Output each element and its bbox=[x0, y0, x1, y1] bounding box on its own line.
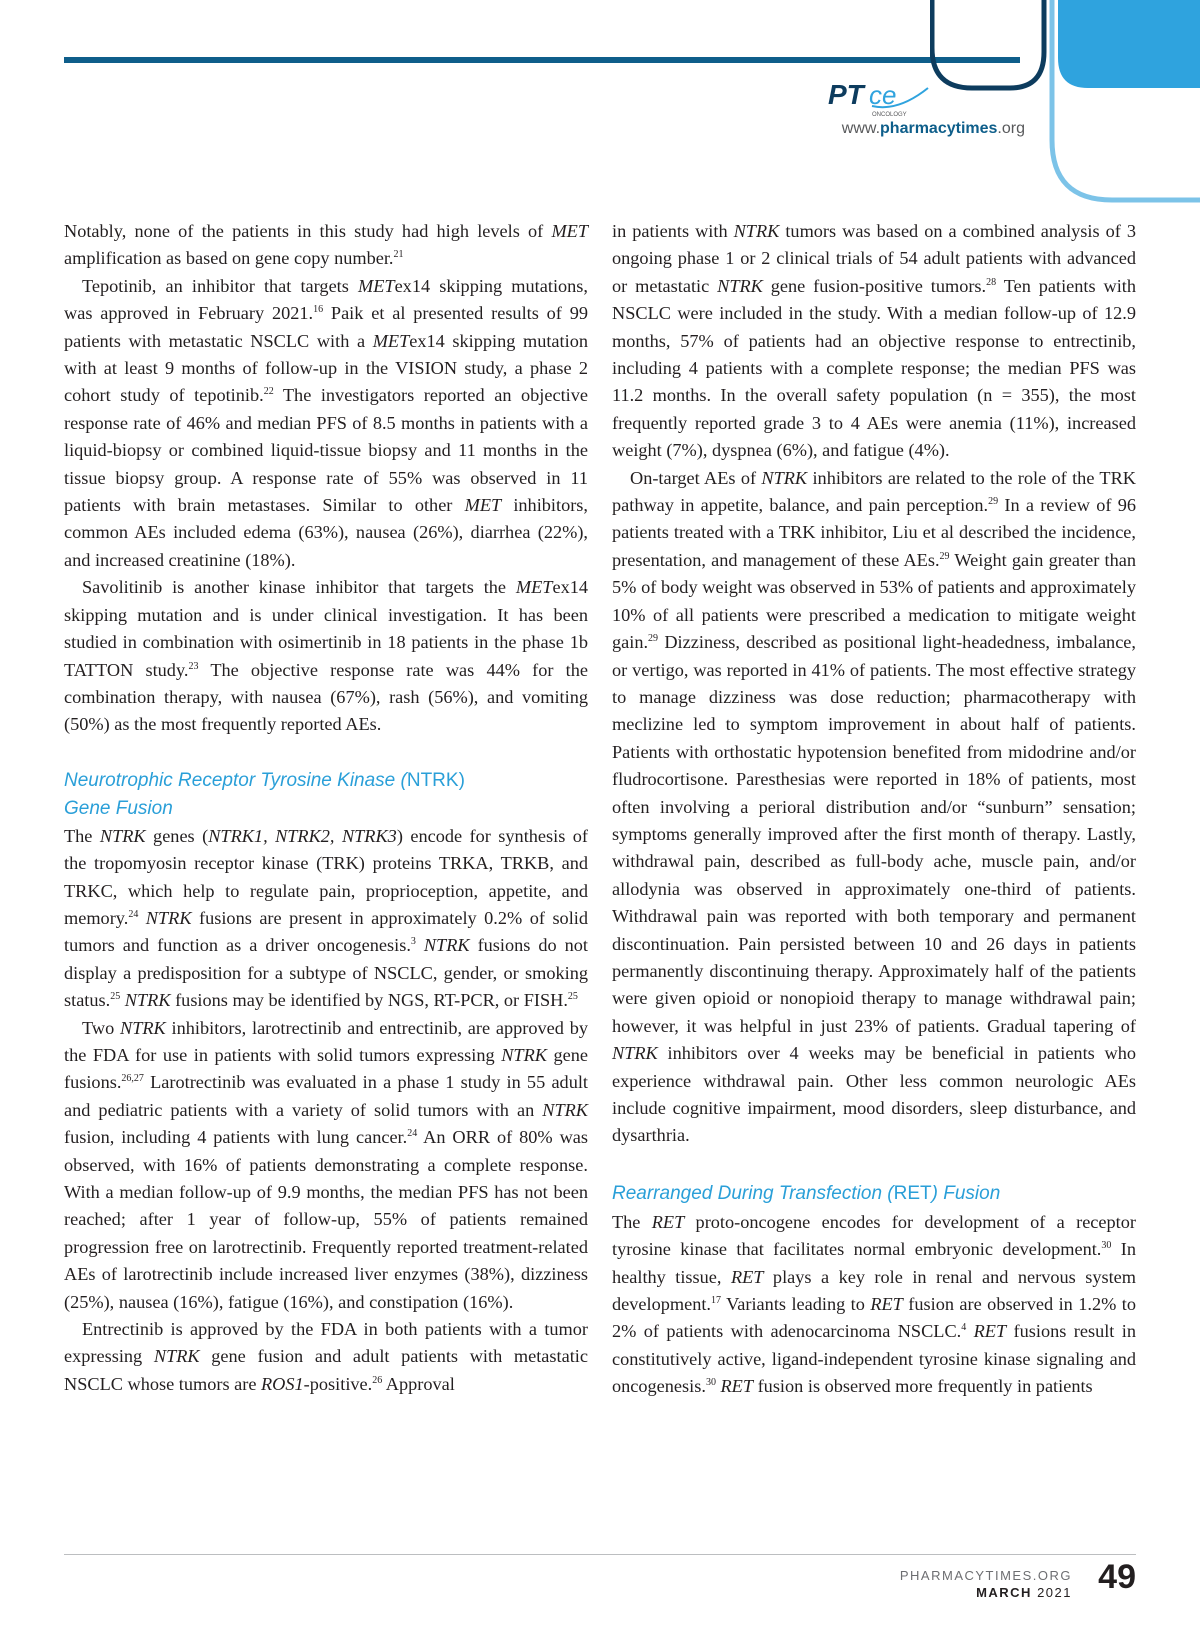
paragraph: On-target AEs of NTRK inhibitors are related to the role of the TRK pathway in appetite, balance, and pain perception.$^{29}$ In a review of 96 patients treated with a TRK inhibitor, Liu et al described the incidence, presentation, and management of these AEs.$^{29}$ Weight gain greater than 5% of body weight was observed in 53% of patients and approximately 10% of all patients were prescribed a medication to mitigate weight gain.$^{29}$ Dizziness, described as positional light-headedness, imbalance, or vertigo, was reported in 41% of patients. The most effective strategy to manage dizziness was dose reduction; pharmacotherapy with meclizine led to symptom improvement in about half of patients. Patients with orthostatic hypotension benefited from midodrine and/or fludrocortisone. Paresthesias were reported in 18% of patients, most often involving a perioral distribution and/or “sunburn” sensation; symptoms generally improved after the first month of therapy. Lastly, withdrawal pain, described as full-body ache, muscle pain, and/or allodynia was observed in approximately one-third of patients. Withdrawal pain was reported with both temporary and permanent discontinuation. Pain persisted between 10 and 26 days in patients permanently discontinuing therapy. Approximately half of the patients were given opioid or nonopioid therapy to manage withdrawal pain; however, it was helpful in just 23% of patients. Gradual tapering of NTRK inhibitors over 4 weeks may be beneficial in patients who experience withdrawal pain. Other less common neurologic AEs include cognitive impairment, mood disorders, sleep disturbance, and dysarthria. bbox=[612, 467, 1136, 1146]
site-url: www.pharmacytimes.org bbox=[841, 120, 1025, 137]
decorative-circles-graphic bbox=[930, 0, 1200, 230]
paragraph: The RET proto-oncogene encodes for development of a receptor tyrosine kinase that facilitates normal embryonic development.$^{30}$ In healthy tissue, RET plays a key role in renal and nervous system development.$^{17}$ Variants leading to RET fusion are observed in 1.2% to 2% of patients with adenocarcinoma NSCLC.$^4$ RET fusions result in constitutively active, ligand-independent tyrosine kinase signaling and oncogenesis.$^{30}$ RET fusion is observed more frequently in patients bbox=[612, 1211, 1136, 1397]
ptce-logo bbox=[828, 78, 932, 120]
footer-rule bbox=[64, 1554, 1136, 1555]
svg-text:ce: ce bbox=[869, 80, 897, 110]
svg-text:PT: PT bbox=[828, 79, 864, 110]
page-number: 49 bbox=[1098, 1558, 1136, 1596]
section-heading-ntrk: Neurotrophic Receptor Tyrosine Kinase (NTRK) Gene Fusion bbox=[64, 769, 465, 819]
section-heading-ret: Rearranged During Transfection (RET) Fusion bbox=[612, 1182, 1001, 1204]
paragraph: Tepotinib, an inhibitor that targets METex14 skipping mutations, was approved in February 2021.16 Paik et al presented results of 99 patients with metastatic NSCLC with a METex14 skipping mutation with at least 9 months of follow-up in the VISION study, a phase 2 cohort study of tepotinib.$^{22}$ The investigators reported an objective response rate of 46% and median PFS of 8.5 months in patients with a liquid-biopsy or combined liquid-tissue biopsy and 11 months in the tissue biopsy group. A response rate of 55% was observed in 11 patients with brain metastases. Similar to other MET inhibitors, common AEs included edema (63%), nausea (26%), diarrhea (22%), and increased creatinine (18%). bbox=[64, 275, 588, 570]
right-column bbox=[612, 218, 1136, 1401]
paragraph: The NTRK genes (NTRK1, NTRK2, NTRK3) encode for synthesis of the tropomyosin receptor kinase (TRK) proteins TRKA, TRKB, and TRKC, which help to regulate pain, proprioception, appetite, and memory.$^{24}$ NTRK fusions are present in approximately 0.2% of solid tumors and function as a driver oncogenesis.$^3$ NTRK fusions do not display a predisposition for a subtype of NSCLC, gender, or smoking status.$^{25}$ NTRK fusions may be identified by NGS, RT-PCR, or FISH.$^{25}$ bbox=[64, 825, 588, 1011]
left-column bbox=[64, 218, 588, 1398]
paragraph: Savolitinib is another kinase inhibitor that targets the METex14 skipping mutation and is under clinical investigation. It has been studied in combination with osimertinib in 18 patients in the phase 1b TATTON study.$^{23}$ The objective response rate was 44% for the combination therapy, with nausea (67%), rash (56%), and vomiting (50%) as the most frequently reported AEs. bbox=[64, 577, 588, 735]
footer-issue-date: MARCH 2021 bbox=[976, 1585, 1072, 1600]
paragraph: in patients with NTRK tumors was based on a combined analysis of 3 ongoing phase 1 or 2 clinical trials of 54 adult patients with advanced or metastatic NTRK gene fusion-positive tumors.$^{28}$ Ten patients with NSCLC were included in the study. With a median follow-up of 12.9 months, 57% of patients had an objective response to entrectinib, including 4 patients with a complete response; the median PFS was 11.2 months. In the overall safety population (n = 355), the most frequently reported grade 3 to 4 AEs were anemia (11%), increased weight (7%), dyspnea (6%), and fatigue (4%). bbox=[612, 221, 1136, 461]
footer-site: PHARMACYTIMES.ORG bbox=[899, 1568, 1072, 1583]
paragraph: Notably, none of the patients in this study had high levels of MET amplification as based on gene copy number.$^{21}$ bbox=[64, 221, 588, 269]
header-rule bbox=[64, 57, 994, 63]
svg-text:ONCOLOGY: ONCOLOGY bbox=[872, 112, 907, 118]
paragraph: Entrectinib is approved by the FDA in both patients with a tumor expressing NTRK gene fusion and adult patients with metastatic NSCLC whose tumors are ROS1-positive.$^{26}$ Approval bbox=[64, 1319, 588, 1394]
paragraph: Two NTRK inhibitors, larotrectinib and entrectinib, are approved by the FDA for use in patients with solid tumors expressing NTRK gene fusions.$^{26,27}$ Larotrectinib was evaluated in a phase 1 study in 55 adult and pediatric patients with a variety of solid tumors with an NTRK fusion, including 4 patients with lung cancer.$^{24}$ An ORR of 80% was observed, with 16% of patients demonstrating a complete response. With a median follow-up of 9.9 months, the median PFS has not been reached; after 1 year of follow-up, 55% of patients remained progression free on larotrectinib. Frequently reported treatment-related AEs of larotrectinib include increased liver enzymes (38%), dizziness (25%), nausea (16%), fatigue (16%), and constipation (16%). bbox=[64, 1017, 589, 1312]
